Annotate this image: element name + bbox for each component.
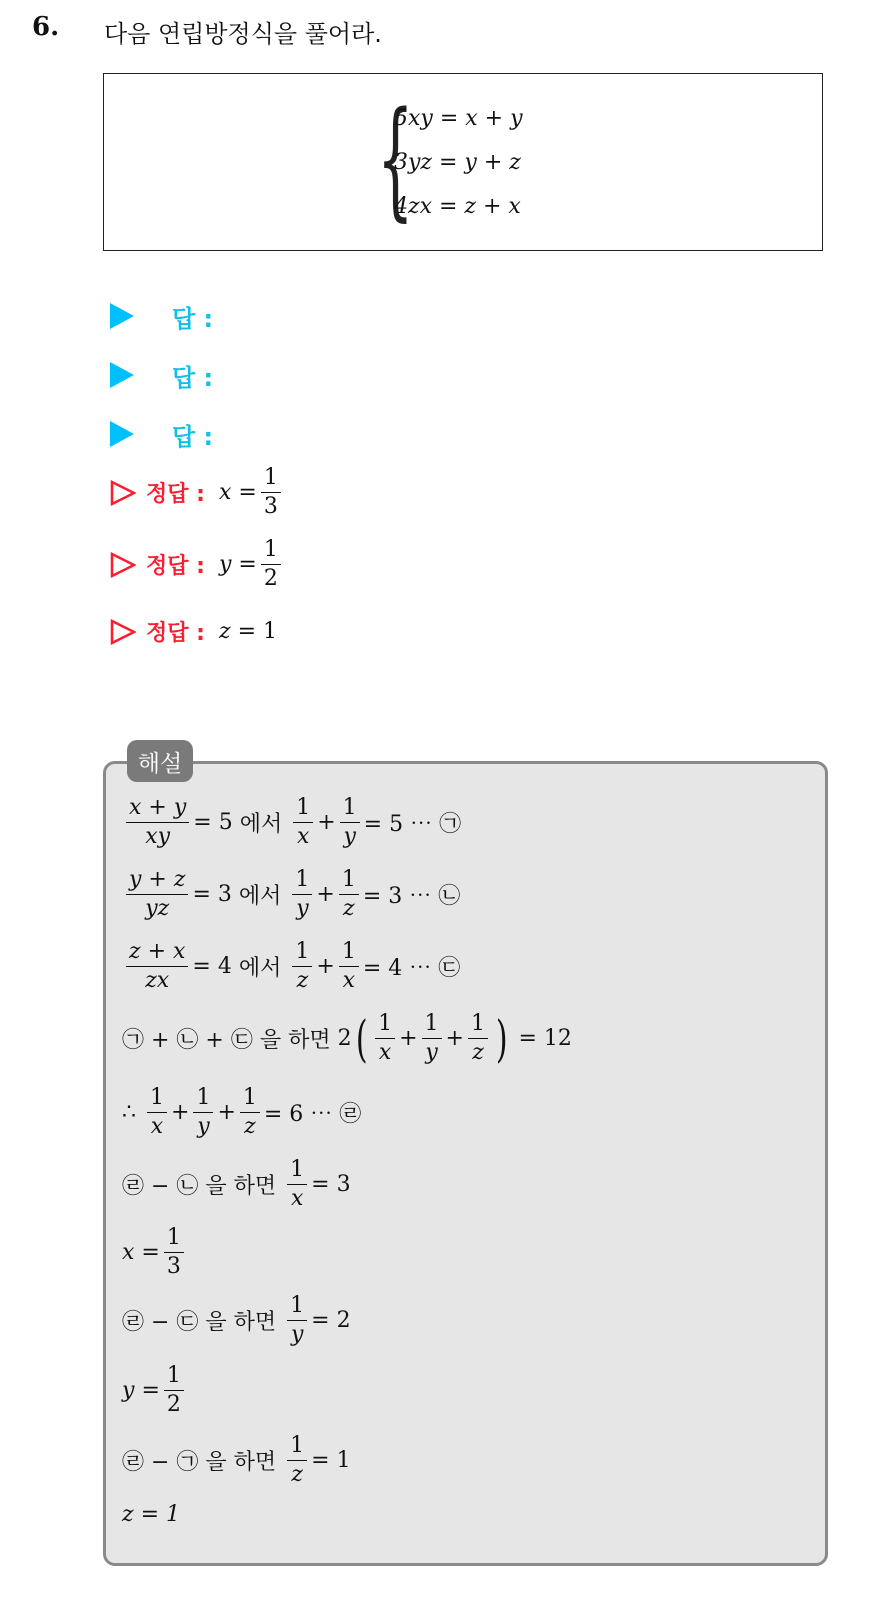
solution-step-1: ㉣ − ㉡ 을 하면 $\frac{1}{x}$ = 3	[122, 1157, 351, 1212]
answer-label: 답 :	[172, 422, 214, 451]
solution-step-5: ㉣ − ㉠ 을 하면 $\frac{1}{z}$ = 1	[122, 1433, 351, 1488]
answer-label: 답 :	[172, 363, 214, 392]
left-brace-icon: {	[377, 85, 414, 234]
outline-triangle-icon	[110, 552, 136, 578]
solution-line-3: $\frac{z + x}{zx}$ = 4 에서 $\frac{1}{z}$ + $\frac{1}{x}$ = 4 ⋯ ㉢	[122, 940, 460, 993]
answer-fraction: $\frac{1}{2}$	[261, 538, 281, 591]
play-triangle-icon	[110, 362, 134, 388]
equation-system-box	[103, 73, 823, 251]
answer-label: 답 :	[172, 304, 214, 333]
equation-2: 3yz = y + z	[394, 150, 521, 175]
solution-step-2: x = $\frac{1}{3}$	[122, 1226, 188, 1279]
outline-triangle-icon	[110, 619, 136, 645]
question-text: 다음 연립방정식을 풀어라.	[104, 20, 382, 48]
correct-label: 정답 :	[146, 621, 205, 646]
equals: =	[238, 552, 257, 578]
solution-tab: 해설	[127, 740, 193, 782]
play-triangle-icon	[110, 303, 134, 329]
equation-3: 4zx = z + x	[394, 194, 521, 219]
answer-row-3	[110, 414, 213, 454]
equation-1: 5xy = x + y	[394, 106, 523, 131]
solution-sum-line: ㉠ + ㉡ + ㉢ 을 하면 2 ( $\frac{1}{x}$ + $\frac{1}{y}$ + $\frac{1}{z}$ ) = 12	[122, 1009, 572, 1068]
answer-row-2	[110, 355, 213, 395]
equals: =	[237, 619, 256, 644]
equals: =	[238, 480, 257, 506]
question-number: 6.	[32, 12, 60, 42]
answer-var: z	[218, 619, 231, 644]
solution-step-4: y = $\frac{1}{2}$	[122, 1364, 188, 1417]
answer-fraction: $\frac{1}{3}$	[261, 466, 281, 519]
solution-line-1: $\frac{x + y}{xy}$ = 5 에서 $\frac{1}{x}$ + $\frac{1}{y}$ = 5 ⋯ ㉠	[122, 796, 461, 849]
correct-label: 정답 :	[146, 482, 205, 508]
answer-row-1	[110, 296, 213, 336]
outline-triangle-icon	[110, 480, 136, 506]
correct-label: 정답 :	[146, 554, 205, 580]
answer-var: x	[218, 480, 232, 506]
correct-answer-z	[110, 616, 277, 647]
solution-line-2: $\frac{y + z}{yz}$ = 3 에서 $\frac{1}{y}$ + $\frac{1}{z}$ = 3 ⋯ ㉡	[122, 868, 460, 921]
solution-therefore-line: ∴ $\frac{1}{x}$ + $\frac{1}{y}$ + $\frac{1}{z}$ = 6 ⋯ ㉣	[122, 1085, 362, 1140]
correct-answer-y	[110, 538, 285, 591]
play-triangle-icon	[110, 421, 134, 447]
solution-step-3: ㉣ − ㉢ 을 하면 $\frac{1}{y}$ = 2	[122, 1293, 351, 1348]
answer-value: 1	[263, 619, 277, 644]
solution-step-6: z = 1	[122, 1502, 181, 1527]
correct-answer-x	[110, 466, 285, 519]
answer-var: y	[218, 552, 232, 578]
